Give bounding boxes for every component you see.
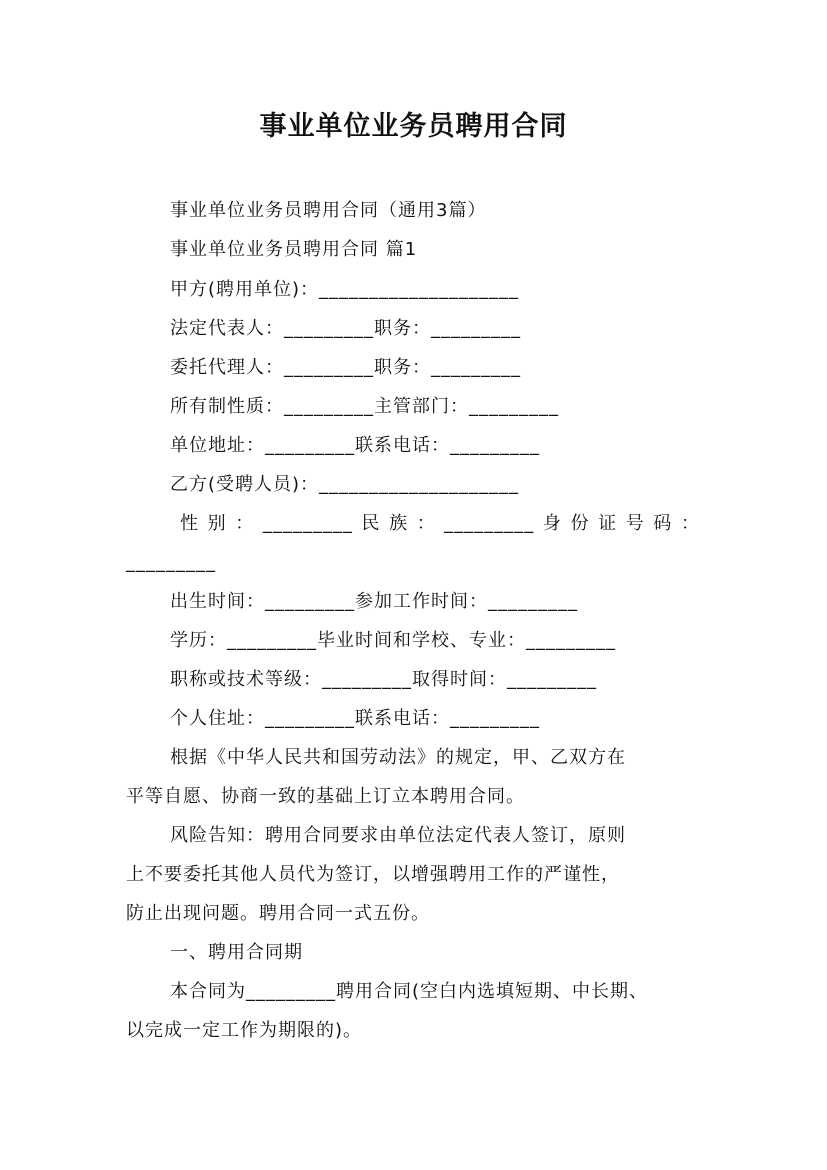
- doc-line-residence: 个人住址：_________联系电话：_________: [170, 708, 540, 729]
- doc-line-section-one: 一、聘用合同期: [170, 942, 303, 963]
- doc-line-risk-3: 防止出现问题。聘用合同一式五份。: [126, 903, 430, 924]
- doc-line-section-heading: 事业单位业务员聘用合同 篇1: [170, 239, 418, 260]
- doc-line-agent: 委托代理人：_________职务：_________: [170, 357, 521, 378]
- doc-line-basis-2: 平等自愿、协商一致的基础上订立本聘用合同。: [126, 786, 525, 807]
- doc-line-party-b: 乙方(受聘人员)：____________________: [170, 474, 520, 495]
- doc-line-address: 单位地址：_________联系电话：_________: [170, 435, 540, 456]
- doc-line-id-blank: _________: [126, 552, 216, 573]
- doc-line-party-a: 甲方(聘用单位)：____________________: [170, 279, 520, 300]
- doc-line-term-1: 本合同为_________聘用合同(空白内选填短期、中长期、: [170, 981, 649, 1002]
- doc-line-gender-id: 性别：_________民族：_________身份证号码：: [180, 513, 700, 534]
- doc-line-ownership: 所有制性质：_________主管部门：_________: [170, 396, 559, 417]
- doc-line-title-grade: 职称或技术等级：_________取得时间：_________: [170, 669, 597, 690]
- doc-line-subtitle: 事业单位业务员聘用合同（通用3篇）: [170, 200, 487, 221]
- doc-line-education: 学历：_________毕业时间和学校、专业：_________: [170, 630, 616, 651]
- document-title: 事业单位业务员聘用合同: [259, 111, 568, 142]
- doc-line-birth: 出生时间：_________参加工作时间：_________: [170, 591, 578, 612]
- doc-line-basis-1: 根据《中华人民共和国劳动法》的规定，甲、乙双方在: [170, 747, 626, 768]
- doc-line-legal-rep: 法定代表人：_________职务：_________: [170, 318, 521, 339]
- doc-line-term-2: 以完成一定工作为期限的)。: [126, 1020, 363, 1041]
- doc-line-risk-2: 上不要委托其他人员代为签订，以增强聘用工作的严谨性，: [126, 864, 620, 885]
- doc-line-risk-1: 风险告知：聘用合同要求由单位法定代表人签订，原则: [170, 825, 626, 846]
